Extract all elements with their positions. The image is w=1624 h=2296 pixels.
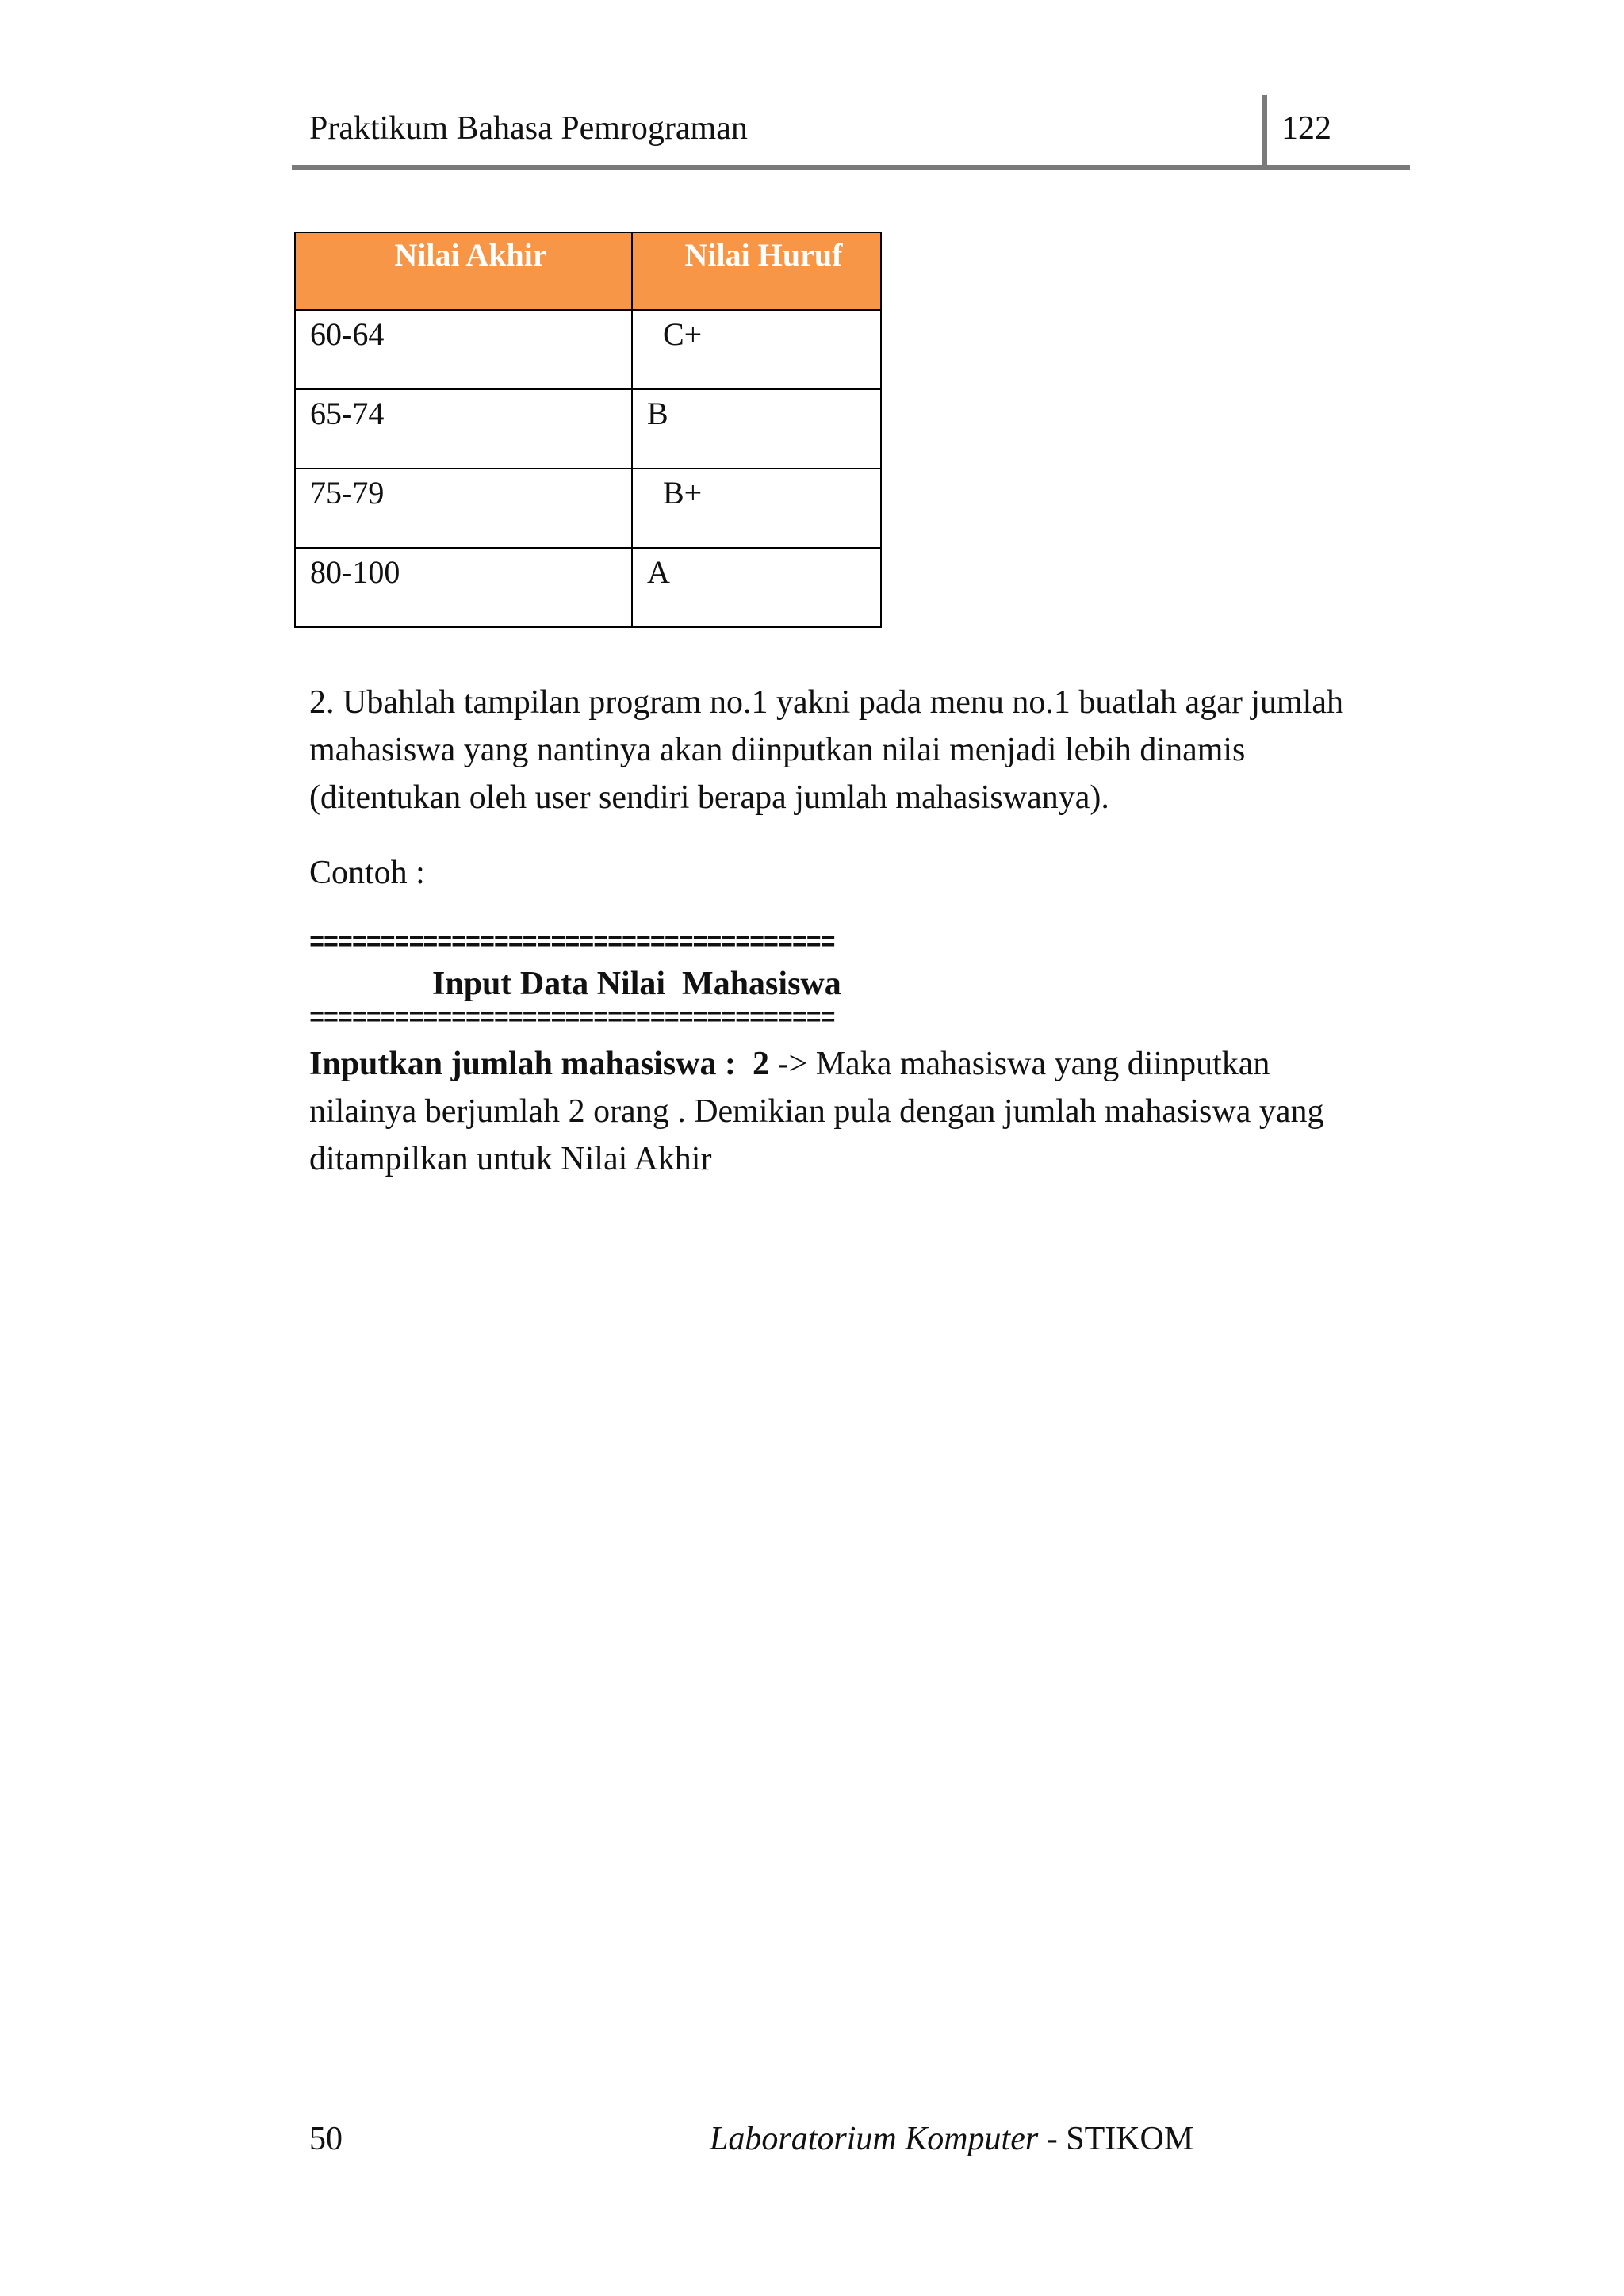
arrow-text: -> bbox=[769, 1046, 808, 1082]
input-example-line bbox=[309, 1040, 1372, 1183]
grade-letter-cell: B+ bbox=[632, 469, 881, 548]
header-page-number: 122 bbox=[1281, 110, 1331, 147]
example-label: Contoh : bbox=[309, 855, 425, 891]
exercise-paragraph: 2. Ubahlah tampilan program no.1 yakni pada menu no.1 buatlah agar jumlah mahasiswa yang nantinya akan diinputkan nilai menjadi lebih dinamis (ditentukan oleh user sendiri berapa jumlah mahasiswanya). bbox=[309, 684, 1343, 816]
separator-line-top: ===================================== bbox=[309, 928, 835, 958]
table-row bbox=[295, 310, 881, 389]
footer-lab-italic: Laboratorium Komputer bbox=[710, 2121, 1039, 2157]
grade-table-header-nilai-akhir: Nilai Akhir bbox=[295, 232, 632, 310]
footer-page-number: 50 bbox=[309, 2121, 343, 2157]
grade-table-header-row bbox=[295, 232, 881, 310]
grade-range-cell: 75-79 bbox=[295, 469, 632, 548]
header-rule bbox=[292, 165, 1410, 170]
footer-lab-suffix: - STIKOM bbox=[1038, 2121, 1194, 2157]
grade-table bbox=[294, 232, 882, 628]
separator-line-bottom: ===================================== bbox=[309, 1004, 835, 1033]
grade-range-cell: 80-100 bbox=[295, 548, 632, 627]
table-row bbox=[295, 548, 881, 627]
table-row bbox=[295, 469, 881, 548]
explanation-text: Maka mahasiswa yang diinputkan nilainya berjumlah 2 orang . Demikian pula dengan jumlah mahasiswa yang ditampilkan untuk Nilai Akhir bbox=[309, 1046, 1324, 1177]
input-data-title: Input Data Nilai Mahasiswa bbox=[432, 966, 841, 1002]
grade-table-header-nilai-huruf: Nilai Huruf bbox=[632, 232, 881, 310]
grade-letter-cell: A bbox=[632, 548, 881, 627]
grade-letter-cell: C+ bbox=[632, 310, 881, 389]
header-divider-vertical bbox=[1262, 95, 1267, 168]
running-header-title: Praktikum Bahasa Pemrograman bbox=[309, 110, 748, 147]
table-row bbox=[295, 389, 881, 469]
footer-lab-name bbox=[710, 2117, 1193, 2161]
grade-range-cell: 65-74 bbox=[295, 389, 632, 469]
input-prompt-text: Inputkan jumlah mahasiswa : 2 bbox=[309, 1046, 770, 1082]
grade-range-cell: 60-64 bbox=[295, 310, 632, 389]
grade-letter-cell: B bbox=[632, 389, 881, 469]
